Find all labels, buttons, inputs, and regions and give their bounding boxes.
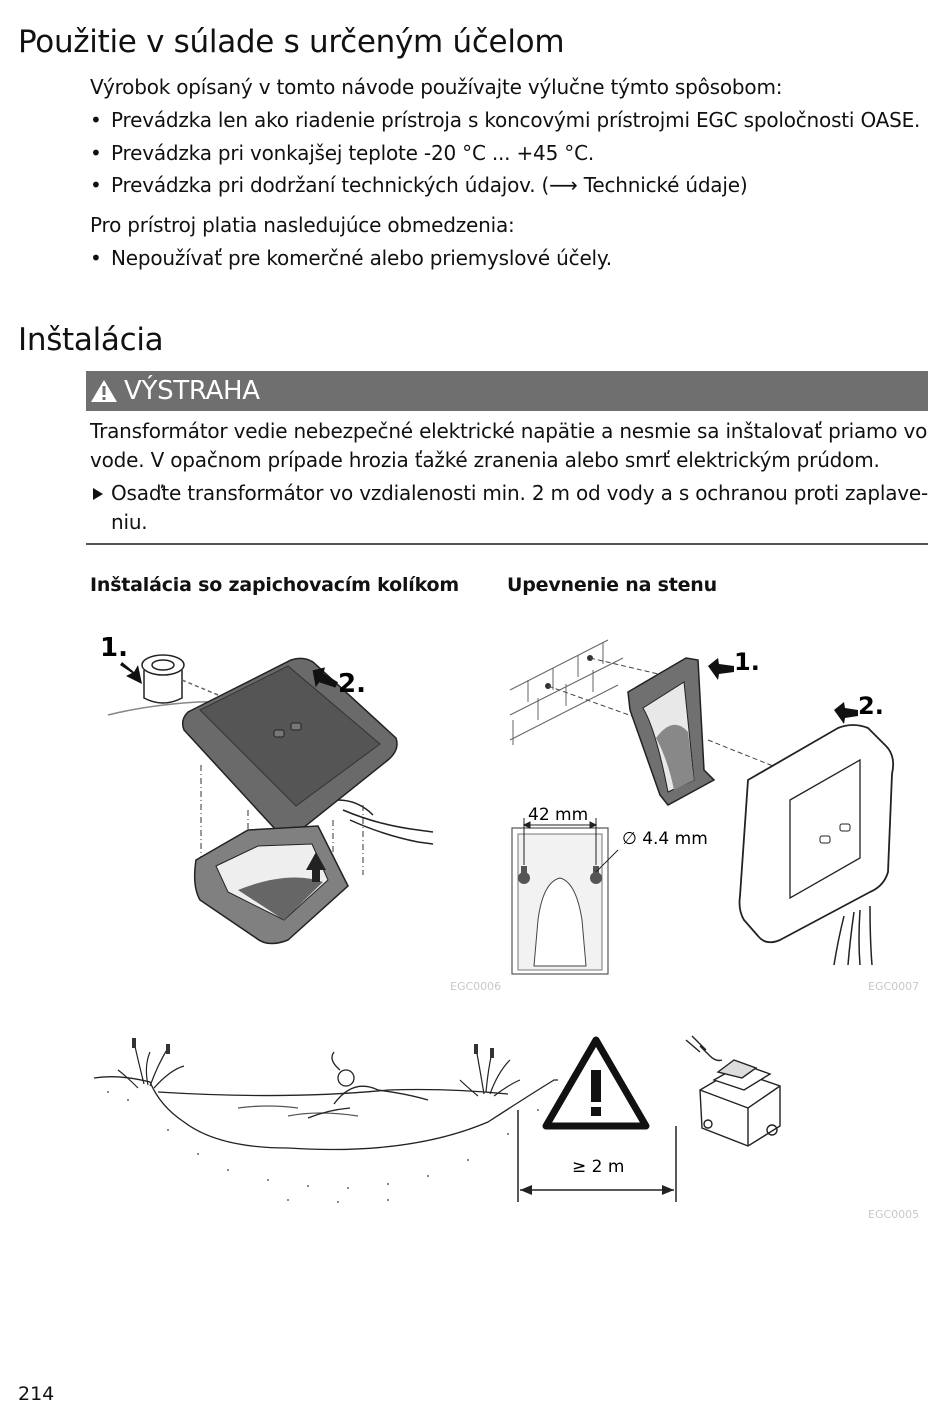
section-title-intended-use: Použitie v súlade s určeným účelom — [18, 24, 565, 60]
restriction-intro: Pro prístroj platia nasledujúce obmedzenia: — [90, 213, 515, 237]
stake-step-1-label: 1. — [100, 633, 128, 663]
figure-code-right: EGC0007 — [868, 980, 920, 993]
bullet-icon: • — [90, 141, 102, 165]
warning-triangle-icon — [90, 379, 118, 407]
list-item — [90, 106, 920, 134]
distance-label: ≥ 2 m — [572, 1157, 625, 1177]
figure-title-wall: Upevnenie na stenu — [507, 574, 717, 596]
figure-code-left: EGC0006 — [450, 980, 502, 993]
wall-mount-illustration — [508, 620, 928, 980]
dimension-hole-label: ∅ 4.4 mm — [622, 829, 708, 849]
warning-step-line-1: Osaďte transformátor vo vzdialenosti min. 2 m od vody a s ochranou proti zaplave- — [111, 481, 929, 505]
pond-distance-illustration — [88, 1030, 800, 1210]
list-item-text: Prevádzka len ako riadenie prístroja s koncovými prístrojmi EGC spoločnosti OASE. — [111, 108, 921, 132]
transformer-icon — [686, 1036, 780, 1146]
list-item — [90, 244, 612, 272]
list-item-text: Prevádzka pri vonkajšej teplote -20 °C ... +45 °C. — [111, 141, 594, 165]
bullet-icon: • — [90, 108, 102, 132]
page-number: 214 — [18, 1383, 55, 1405]
stake-step-2-label: 2. — [338, 669, 366, 699]
warning-label: VÝSTRAHA — [124, 376, 260, 406]
warning-end-rule — [86, 543, 928, 545]
figure-code-bottom: EGC0005 — [868, 1208, 920, 1221]
dimension-width-label: 42 mm — [528, 805, 589, 825]
list-item — [90, 171, 747, 199]
stake-installation-illustration — [88, 620, 498, 955]
electric-hazard-icon — [546, 1040, 646, 1126]
warning-banner — [86, 371, 928, 411]
section-title-installation: Inštalácia — [18, 322, 164, 358]
list-item-text: Prevádzka pri dodržaní technických údajov. (⟶ Technické údaje) — [111, 173, 748, 197]
step-arrow-icon — [93, 488, 103, 500]
warning-text: Transformátor vedie nebezpečné elektrické napätie a nesmie sa inštalovať priamo vo vode. V opačnom prípade hrozia ťažké zranenia alebo smrť elektrickým prúdom. — [90, 419, 928, 472]
wall-step-2-label: 2. — [858, 692, 884, 720]
warning-step-line-2: niu. — [111, 510, 148, 534]
intended-use-intro: Výrobok opísaný v tomto návode používajte výlučne týmto spôsobom: — [90, 75, 783, 99]
bullet-icon: • — [90, 246, 102, 270]
wall-step-1-label: 1. — [734, 648, 760, 676]
bullet-icon: • — [90, 173, 102, 197]
figure-title-stake: Inštalácia so zapichovacím kolíkom — [90, 574, 459, 596]
warning-step — [90, 479, 928, 537]
list-item-text: Nepoužívať pre komerčné alebo priemyslové účely. — [111, 246, 612, 270]
list-item — [90, 139, 594, 167]
